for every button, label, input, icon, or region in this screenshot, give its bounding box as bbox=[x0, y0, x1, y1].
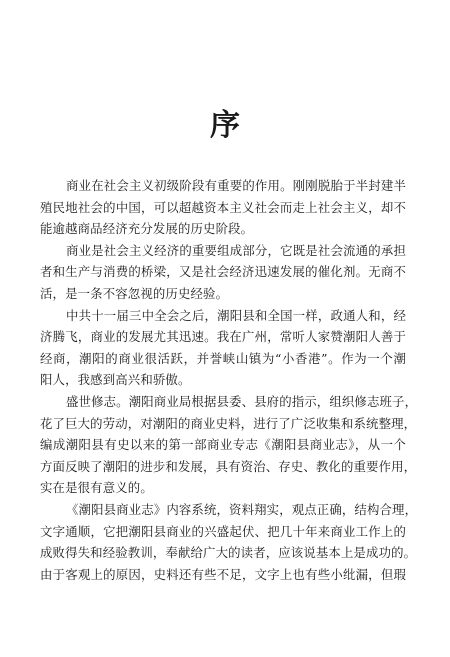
paragraph-2-line-1: 商业是社会主义经济的重要组成部分，它既是社会流通的承担 bbox=[66, 242, 406, 258]
preface-title: 序 bbox=[210, 108, 240, 143]
preface-body bbox=[40, 175, 418, 585]
paragraph-1-line-3: 能逾越商品经济充分发展的历史阶段。 bbox=[40, 221, 254, 237]
paragraph-3-line-4: 阳人，我感到高兴和骄傲。 bbox=[40, 372, 191, 388]
paragraph-1-line-1: 商业在社会主义初级阶段有重要的作用。刚刚脱胎于半封建半 bbox=[66, 178, 406, 193]
paragraph-5-line-2: 文字通顺，它把潮阳县商业的兴盛起伏、把几十年来商业工作上的 bbox=[40, 523, 406, 539]
paragraph-2-line-3: 活，是一条不容忽视的历史经验。 bbox=[40, 285, 229, 301]
paragraph-4-line-1: 盛世修志。潮阳商业局根据县委、县府的指示，组织修志班子， bbox=[66, 393, 418, 409]
paragraph-4-line-5: 实在是很有意义的。 bbox=[40, 480, 153, 496]
paragraph-3-line-2: 济腾飞，商业的发展尤其迅速。我在广州，常听人家赞潮阳人善于 bbox=[40, 329, 406, 345]
paragraph-4-line-3: 编成潮阳县有史以来的第一部商业专志《潮阳县商业志》，从一个 bbox=[40, 437, 406, 453]
paragraph-5-line-1: 《潮阳县商业志》内容系统，资料翔实，观点正确，结构合理， bbox=[66, 501, 418, 517]
paragraph-1-line-2: 殖民地社会的中国，可以超越资本主义社会而走上社会主义，却不 bbox=[40, 199, 406, 215]
paragraph-4-line-4: 方面反映了潮阳的进步和发展，具有资治、存史、教化的重要作用， bbox=[40, 458, 417, 474]
paragraph-3-line-3: 经商，潮阳的商业很活跃，并誉峡山镇为“小香港”。作为一个潮 bbox=[40, 350, 406, 366]
paragraph-5-line-3: 成败得失和经验教训，奉献给广大的读者，应该说基本上是成功的。 bbox=[40, 545, 417, 561]
paragraph-5-line-4: 由于客观上的原因，史料还有些不足，文字上也有些小纰漏，但瑕 bbox=[40, 566, 406, 582]
paragraph-4-line-2: 花了巨大的劳动，对潮阳的商业史料，进行了广泛收集和系统整理， bbox=[40, 415, 417, 431]
paragraph-3-line-1: 中共十一届三中全会之后，潮阳县和全国一样，政通人和，经 bbox=[66, 307, 406, 323]
paragraph-2-line-2: 者和生产与消费的桥梁，又是社会经济迅速发展的催化剂。无商不 bbox=[40, 264, 406, 280]
